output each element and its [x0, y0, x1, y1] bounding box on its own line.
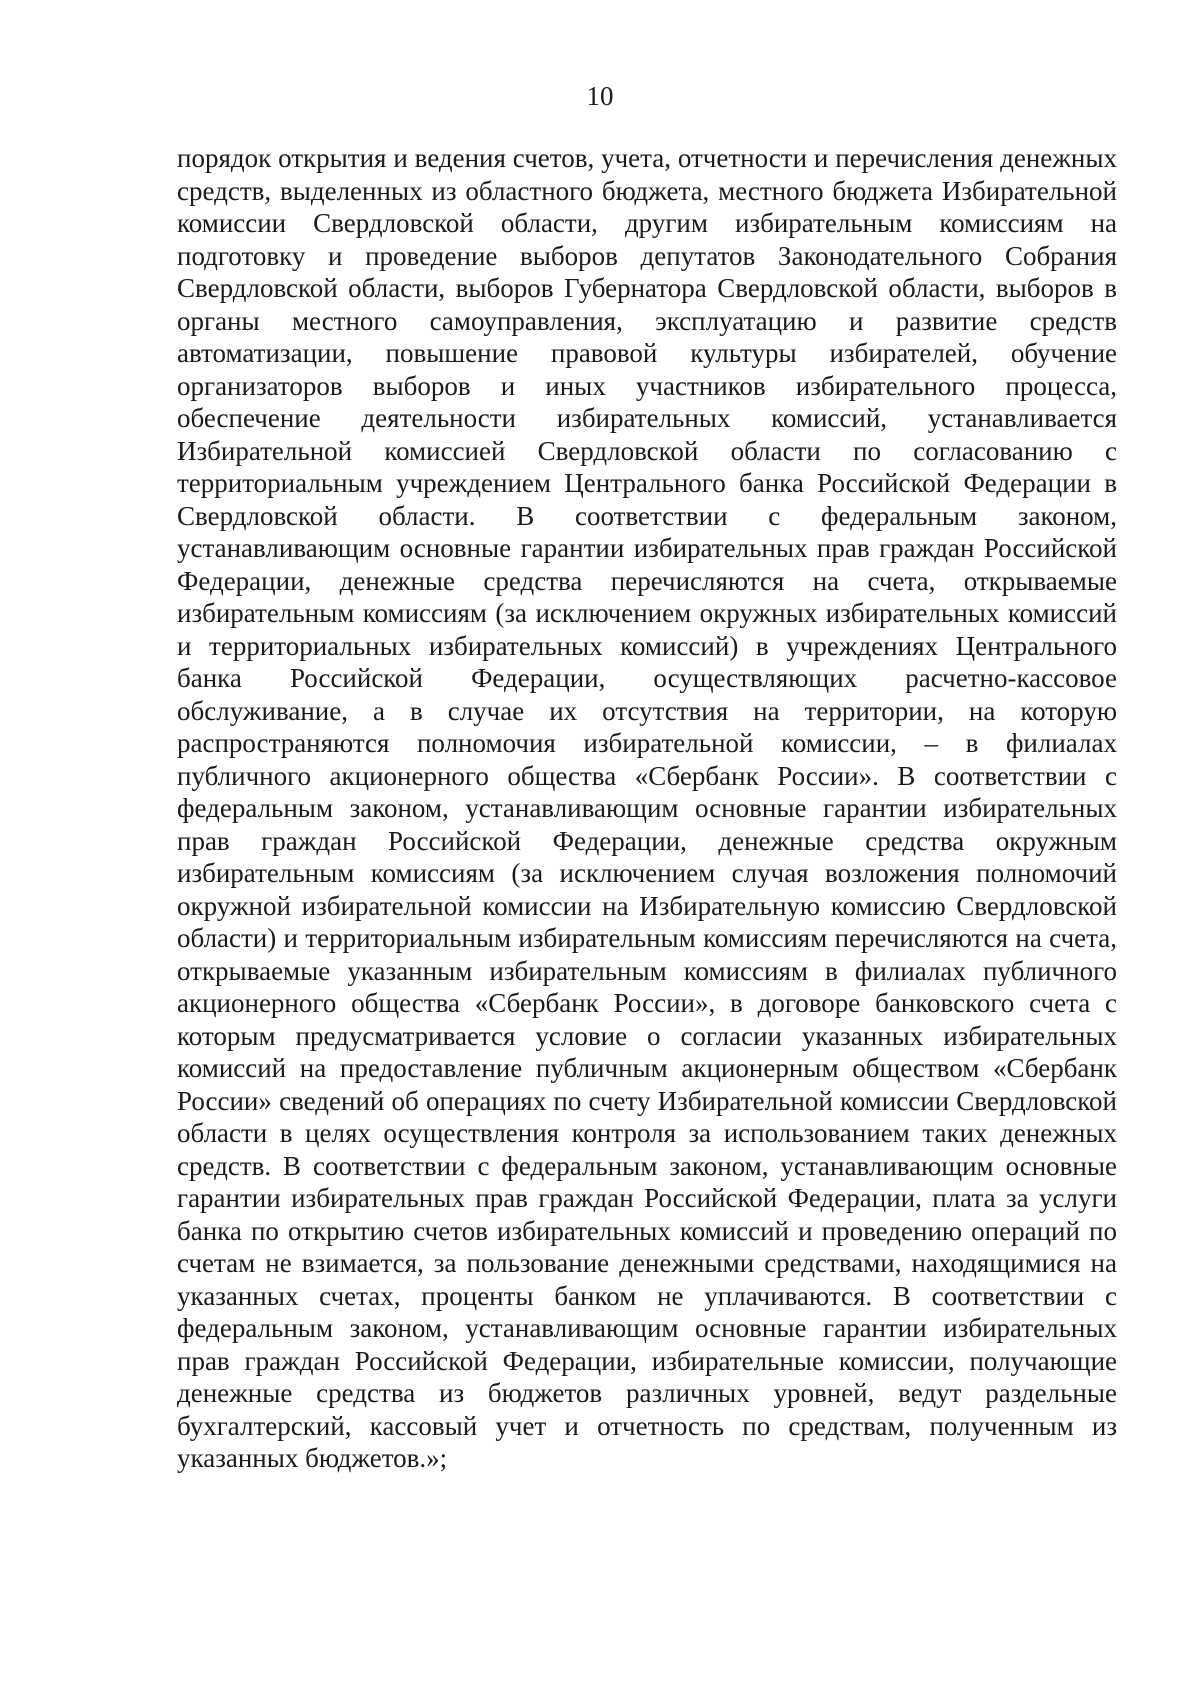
body-paragraph: порядок открытия и ведения счетов, учета, отчетности и перечисления денежных средств, выделенных из областного бюджета, местного бюджета Избирательной комиссии Свердловской области, другим избирательным комиссиям на подготовку и проведение выборов депутатов Законодательного Собрания Свердловской области, выборов Губернатора Свердловской области, выборов в органы местного самоуправления, эксплуатацию и развитие средств автоматизации, повышение правовой культуры избирателей, обучение организаторов выборов и иных участников избирательного процесса, обеспечение деятельности избирательных комиссий, устанавливается Избирательной комиссией Свердловской области по согласованию с территориальным учреждением Центрального банка Российской Федерации в Свердловской области. В соответствии с федеральным законом, устанавливающим основные гарантии избирательных прав граждан Российской Федерации, денежные средства перечисляются на счета, открываемые избирательным комиссиям (за исключением окружных избирательных комиссий и территориальных избирательных комиссий) в учреждениях Центрального банка Российской Федерации, осуществляющих расчетно-кассовое обслуживание, а в случае их отсутствия на территории, на которую распространяются полномочия избирательной комиссии, – в филиалах публичного акционерного общества «Сбербанк России». В соответствии с федеральным законом, устанавливающим основные гарантии избирательных прав граждан Российской Федерации, денежные средства окружным избирательным комиссиям (за исключением случая возложения полномочий окружной избирательной комиссии на Избирательную комиссию Свердловской области) и территориальным избирательным комиссиям перечисляются на счета, открываемые указанным избирательным комиссиям в филиалах публичного акционерного общества «Сбербанк России», в договоре банковского счета с которым предусматривается условие о согласии указанных избирательных комиссий на предоставление публичным акционерным обществом «Сбербанк России» сведений об операциях по счету Избирательной комиссии Свердловской области в целях осуществления контроля за использованием таких денежных средств. В соответствии с федеральным законом, устанавливающим основные гарантии избирательных прав граждан Российской Федерации, плата за услуги банка по открытию счетов избирательных комиссий и проведению операций по счетам не взимается, за пользование денежными средствами, находящимися на указанных счетах, проценты банком не уплачиваются. В соответствии с федеральным законом, устанавливающим основные гарантии избирательных прав граждан Российской Федерации, избирательные комиссии, получающие денежные средства из бюджетов различных уровней, ведут раздельные бухгалтерский, кассовый учет и отчетность по средствам, полученным из указанных бюджетов.»; [177, 143, 1117, 1473]
page-number: 10 [586, 81, 614, 111]
